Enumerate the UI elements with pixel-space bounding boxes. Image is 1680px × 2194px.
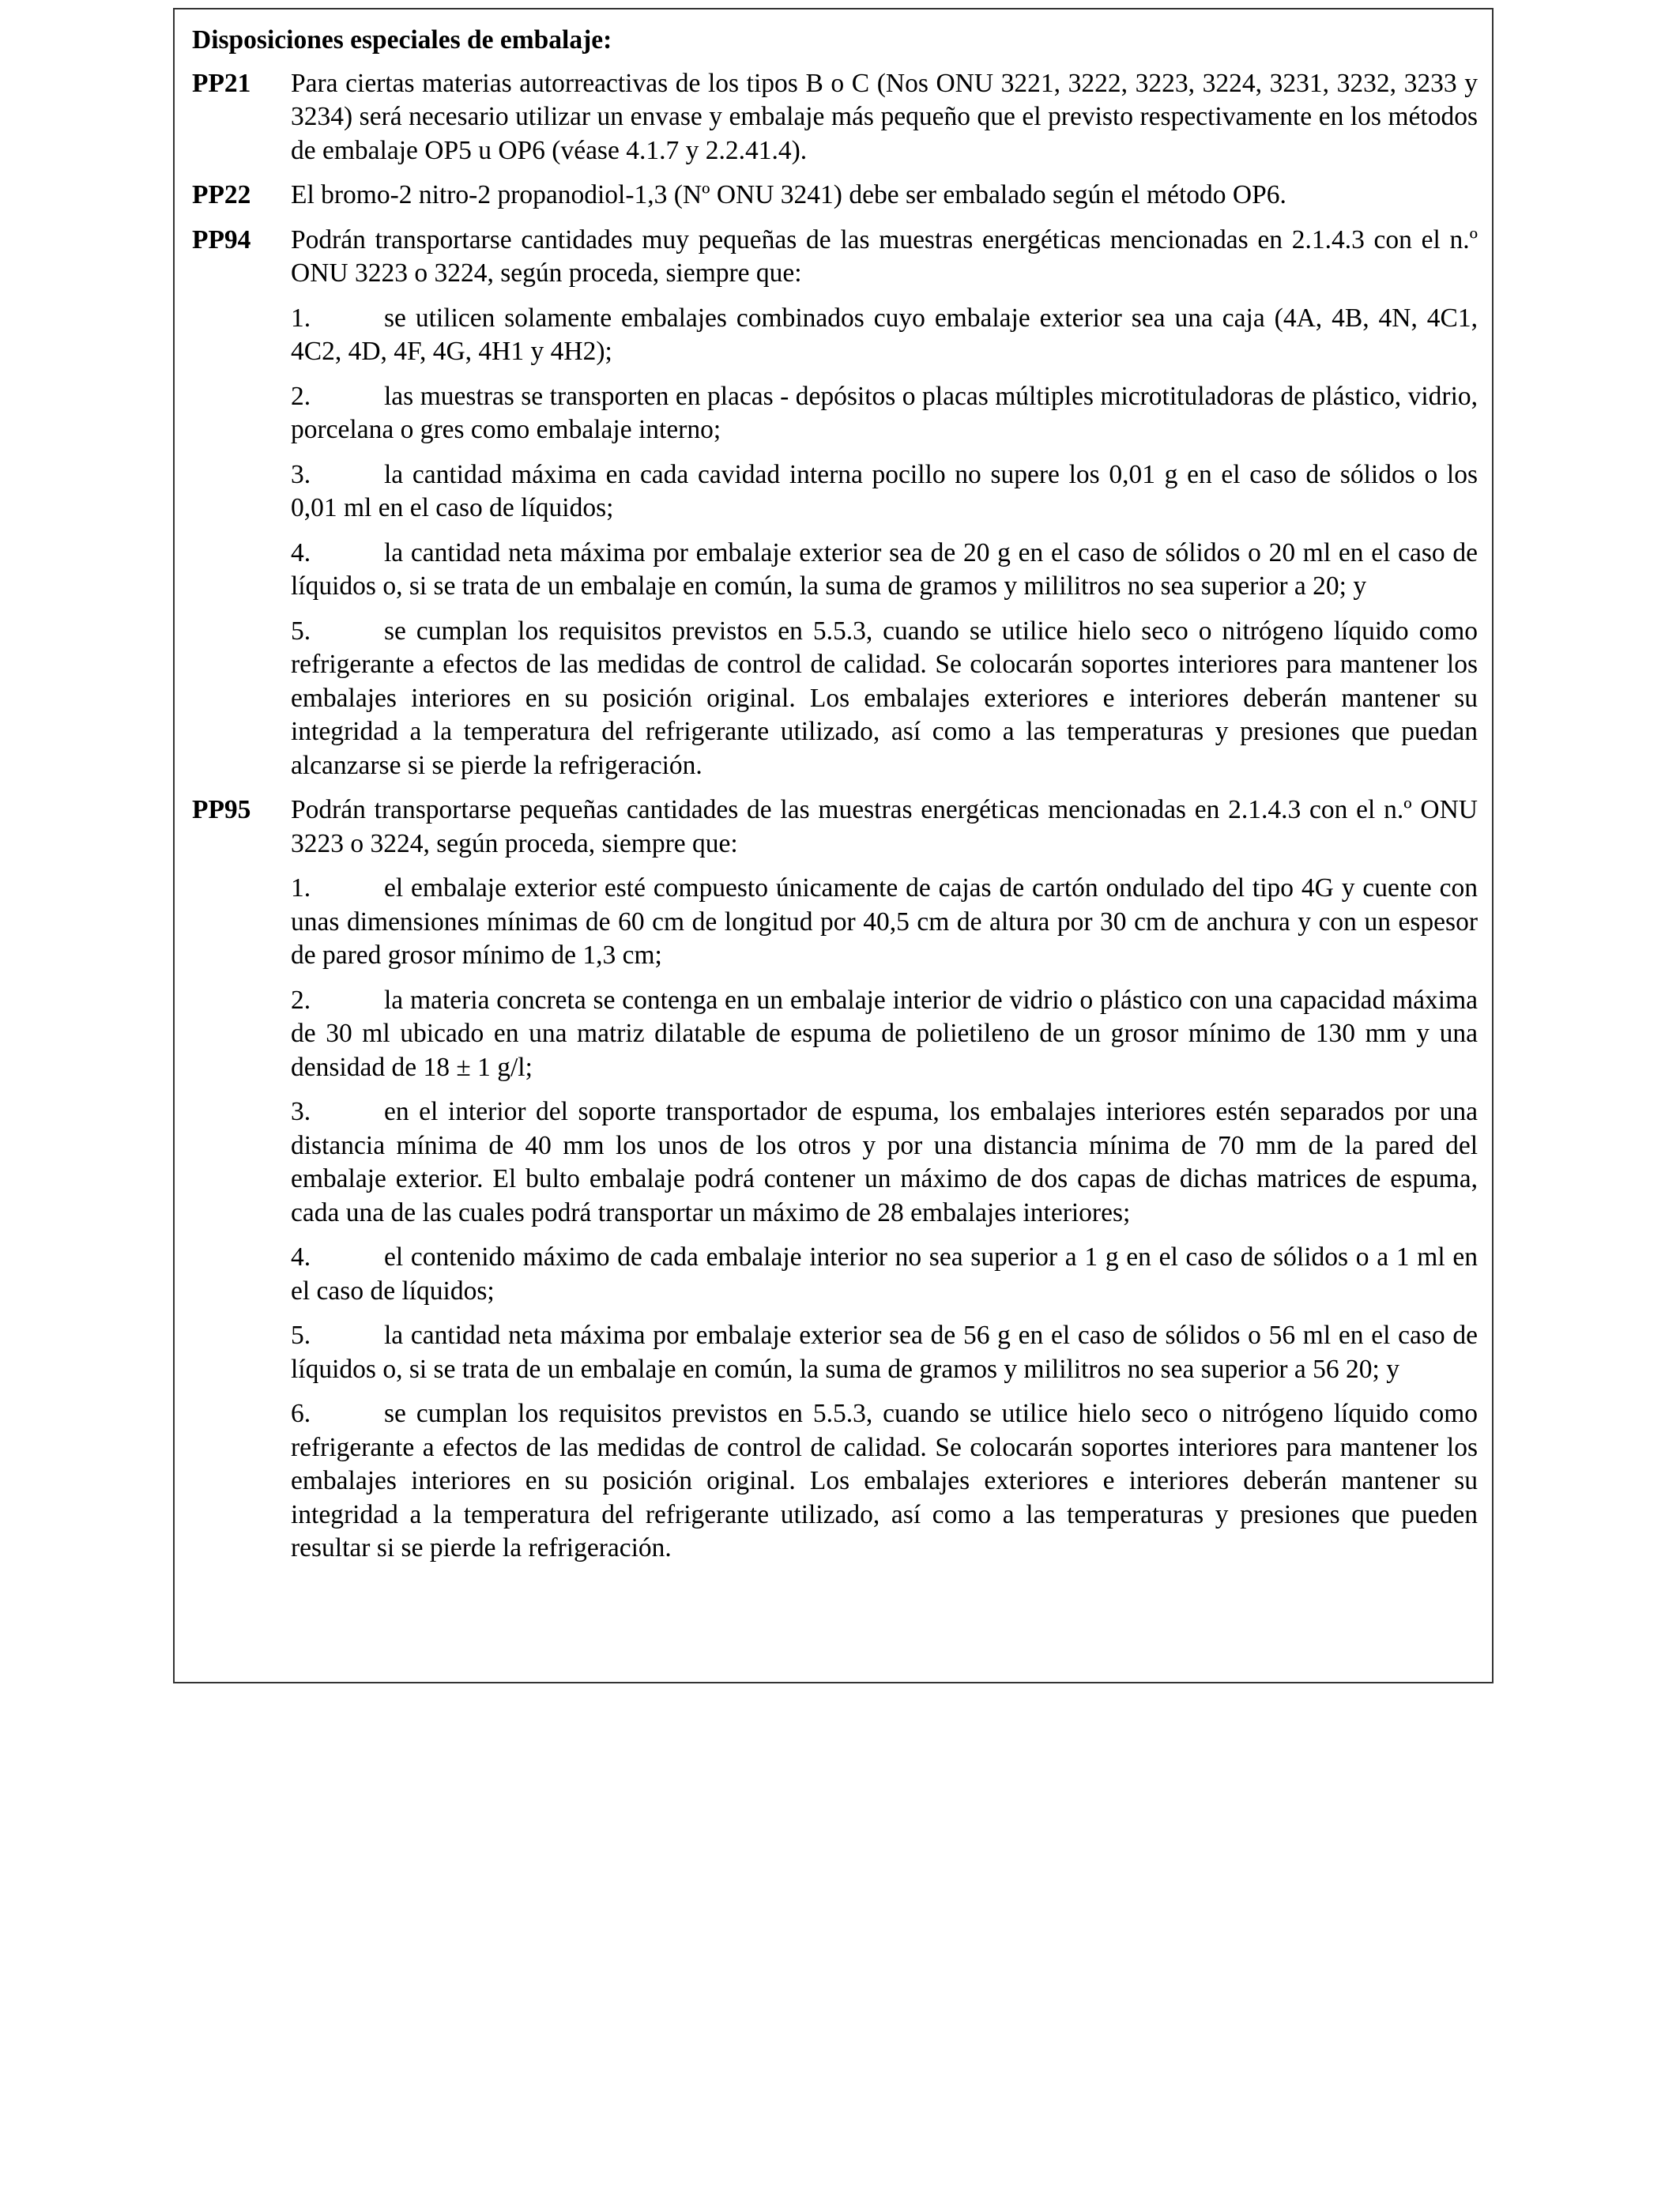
- item-text: se cumplan los requisitos previstos en 5.5.3, cuando se utilice hielo seco o nitrógeno líquido como refrigerante a efectos de las medidas de control de calidad. Se colocarán soportes interiores para mantener los embalajes interiores en su posición original. Los embalajes exteriores e interiores deberán mantener su integridad a la temperatura del refrigerante utilizado, así como a las temperaturas y presiones que pueden resultar si se pierde la refrigeración.: [291, 1399, 1478, 1563]
- list-item: [291, 1319, 1478, 1386]
- list-item: [291, 1241, 1478, 1308]
- provision-text: Podrán transportarse pequeñas cantidades de las muestras energéticas mencionadas en 2.1.4.3 con el n.º ONU 3223 o 3224, según proceda, siempre que:: [291, 795, 1478, 858]
- item-text: la cantidad neta máxima por embalaje exterior sea de 56 g en el caso de sólidos o 56 ml en el caso de líquidos o, si se trata de un embalaje en común, la suma de gramos y mililitros no sea superior a 56 20; y: [291, 1321, 1478, 1384]
- item-number: 3.: [291, 459, 311, 489]
- item-number: 3.: [291, 1097, 311, 1126]
- item-text: las muestras se transporten en placas - depósitos o placas múltiples microtituladoras de plástico, vidrio, porcelana o gres como embalaje interno;: [291, 381, 1478, 444]
- item-number: 5.: [291, 1321, 311, 1350]
- item-text: el embalaje exterior esté compuesto únicamente de cajas de cartón ondulado del tipo 4G y cuente con unas dimensiones mínimas de 60 cm de longitud por 40,5 cm de altura por 30 cm de anchura y con un espesor de pared grosor mínimo de 1,3 cm;: [291, 873, 1478, 970]
- provision-text: Para ciertas materias autorreactivas de los tipos B o C (Nos ONU 3221, 3222, 3223, 3224, 3231, 3232, 3233 y 3234) será necesario utilizar un envase y embalaje más pequeño que el previsto respectivamente en los métodos de embalaje OP5 u OP6 (véase 4.1.7 y 2.2.41.4).: [291, 68, 1478, 165]
- list-item: [291, 537, 1478, 604]
- list-item: [291, 458, 1478, 526]
- item-number: 5.: [291, 616, 311, 646]
- provision-pp21: [192, 67, 1478, 168]
- list-item: [291, 984, 1478, 1085]
- item-number: 1.: [291, 873, 311, 903]
- provision-pp94: [192, 224, 1478, 783]
- item-number: 2.: [291, 381, 311, 411]
- item-text: el contenido máximo de cada embalaje interior no sea superior a 1 g en el caso de sólidos o a 1 ml en el caso de líquidos;: [291, 1242, 1478, 1306]
- provision-text: Podrán transportarse cantidades muy pequeñas de las muestras energéticas mencionadas en 2.1.4.3 con el n.º ONU 3223 o 3224, según proceda, siempre que:: [291, 224, 1478, 288]
- list-item: [291, 380, 1478, 447]
- item-number: 6.: [291, 1399, 311, 1428]
- provision-text: El bromo-2 nitro-2 propanodiol-1,3 (Nº ONU 3241) debe ser embalado según el método OP6.: [291, 180, 1286, 209]
- item-text: la materia concreta se contenga en un embalaje interior de vidrio o plástico con una capacidad máxima de 30 ml ubicado en una matriz dilatable de espuma de polietileno de un grosor mínimo de 130 mm y una densidad de 18 ± 1 g/l;: [291, 985, 1478, 1082]
- provision-code: PP94: [192, 224, 251, 254]
- packing-provisions-box: [173, 8, 1494, 1683]
- provision-pp22: [192, 179, 1478, 213]
- list-item: [291, 615, 1478, 783]
- list-item: [291, 872, 1478, 973]
- item-text: se utilicen solamente embalajes combinados cuyo embalaje exterior sea una caja (4A, 4B, 4N, 4C1, 4C2, 4D, 4F, 4G, 4H1 y 4H2);: [291, 303, 1478, 366]
- item-number: 2.: [291, 985, 311, 1015]
- list-item: [291, 302, 1478, 369]
- item-number: 1.: [291, 303, 311, 333]
- item-text: la cantidad máxima en cada cavidad interna pocillo no supere los 0,01 g en el caso de sólidos o los 0,01 ml en el caso de líquidos;: [291, 459, 1478, 522]
- provision-code: PP95: [192, 795, 251, 824]
- item-text: en el interior del soporte transportador de espuma, los embalajes interiores estén separados por una distancia mínima de 40 mm los unos de los otros y por una distancia mínima de 70 mm de la pared del embalaje exterior. El bulto embalaje podrá contener un máximo de dos capas de dichas matrices de espuma, cada una de las cuales podrá transportar un máximo de 28 embalajes interiores;: [291, 1097, 1478, 1227]
- provision-code: PP21: [192, 68, 251, 98]
- item-text: la cantidad neta máxima por embalaje exterior sea de 20 g en el caso de sólidos o 20 ml en el caso de líquidos o, si se trata de un embalaje en común, la suma de gramos y mililitros no sea superior a 20; y: [291, 537, 1478, 601]
- section-heading: Disposiciones especiales de embalaje:: [192, 25, 612, 55]
- item-text: se cumplan los requisitos previstos en 5.5.3, cuando se utilice hielo seco o nitrógeno líquido como refrigerante a efectos de las medidas de control de calidad. Se colocarán soportes interiores para mantener los embalajes interiores en su posición original. Los embalajes exteriores e interiores deberán mantener su integridad a la temperatura del refrigerante utilizado, así como a las temperaturas y presiones que puedan alcanzarse si se pierde la refrigeración.: [291, 616, 1478, 780]
- list-item: [291, 1397, 1478, 1566]
- provision-pp95: [192, 794, 1478, 1566]
- list-item: [291, 1095, 1478, 1230]
- provision-code: PP22: [192, 180, 251, 209]
- item-number: 4.: [291, 537, 311, 567]
- item-number: 4.: [291, 1242, 311, 1272]
